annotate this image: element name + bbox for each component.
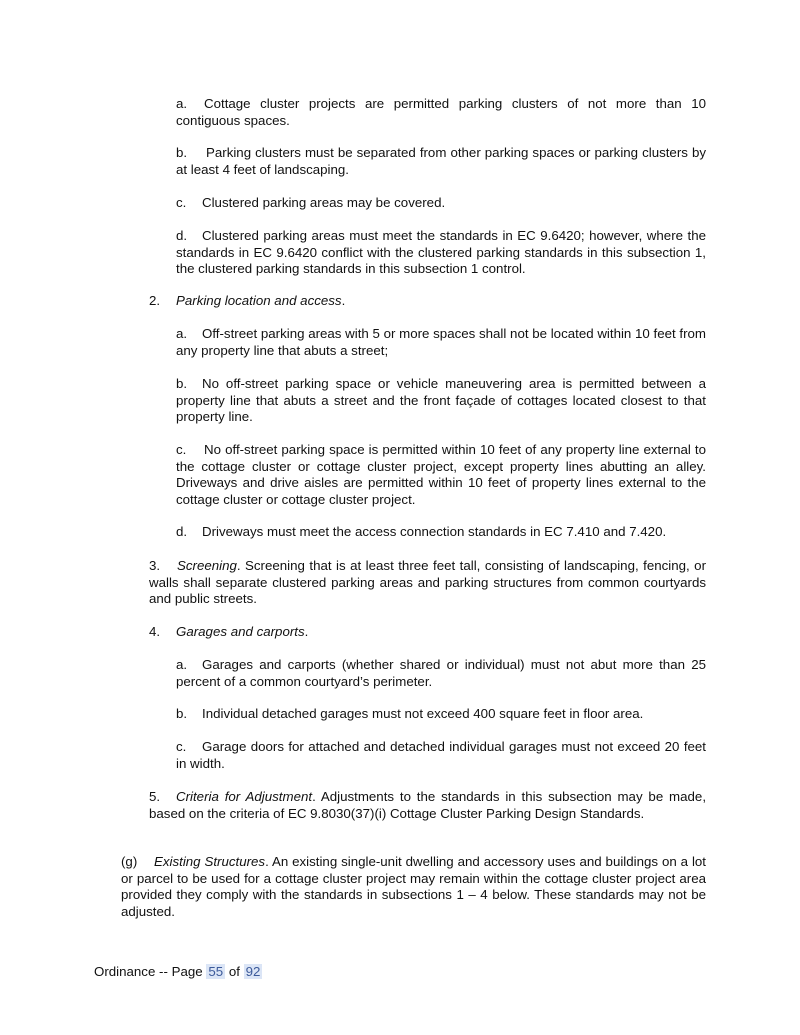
item-text: No off-street parking space is permitted within 10 feet of any property line external to the cottage cluster or cottage cluster project, except property lines abutting an alley. Driveways and drive aisles are permitted within 10 feet of property lines external to the cottage cluster or cottage cluster project. <box>176 442 706 507</box>
item-2a <box>176 326 706 359</box>
item-text: Garage doors for attached and detached individual garages must not exceed 20 feet in width. <box>176 739 706 771</box>
item-text: . Screening that is at least three feet tall, consisting of landscaping, fencing, or walls shall separate clustered parking areas and parking structures from common courtyards and public streets. <box>149 558 706 607</box>
item-heading: Existing Structures <box>154 854 266 869</box>
footer-label: Ordinance -- Page <box>94 964 203 979</box>
item-text: Off-street parking areas with 5 or more spaces shall not be located within 10 feet from any property line that abuts a street; <box>176 326 706 358</box>
item-number: b. <box>176 706 188 721</box>
item-number: 4. <box>149 624 161 639</box>
item-number: d. <box>176 228 188 243</box>
page-number-field: 55 <box>208 964 224 979</box>
item-text: . <box>341 293 346 308</box>
heading-4 <box>149 624 706 641</box>
item-heading: Parking location and access <box>176 293 342 308</box>
page-footer <box>94 964 262 981</box>
item-text: Individual detached garages must not exceed 400 square feet in floor area. <box>202 706 644 721</box>
item-1a <box>176 96 706 129</box>
item-1b <box>176 145 706 178</box>
item-number: b. <box>176 145 188 160</box>
item-number: a. <box>176 96 188 111</box>
item-text: . An existing single-unit dwelling and accessory uses and buildings on a lot or parcel to be used for a cottage cluster project may remain within the cottage cluster project area provided they comply with the standards in subsections 1 – 4 below. These standards may not be adjusted. <box>121 854 706 919</box>
item-text: . Adjustments to the standards in this subsection may be made, based on the criteria of EC 9.8030(37)(i) Cottage Cluster Parking Design Standards. <box>149 789 707 821</box>
item-text: . <box>304 624 309 639</box>
item-text: Garages and carports (whether shared or individual) must not abut more than 25 percent of a common courtyard’s perimeter. <box>176 657 706 689</box>
item-1c <box>176 195 706 212</box>
item-heading: Criteria for Adjustment <box>176 789 313 804</box>
item-text: Parking clusters must be separated from other parking spaces or parking clusters by at least 4 feet of landscaping. <box>176 145 706 177</box>
item-number: b. <box>176 376 188 391</box>
item-number: d. <box>176 524 188 539</box>
item-4a <box>176 657 706 690</box>
item-number: c. <box>176 739 187 754</box>
item-number: 5. <box>149 789 161 804</box>
item-number: (g) <box>121 854 138 869</box>
item-1d <box>176 228 706 278</box>
item-heading: Garages and carports <box>176 624 305 639</box>
item-number: c. <box>176 442 187 457</box>
page-total-field: 92 <box>245 964 261 979</box>
section-g <box>121 854 706 920</box>
item-text: Driveways must meet the access connection standards in EC 7.410 and 7.420. <box>202 524 667 539</box>
item-number: 3. <box>149 558 161 573</box>
item-text: Clustered parking areas must meet the standards in EC 9.6420; however, where the standards in EC 9.6420 conflict with the clustered parking standards in this subsection 1, the clustered parking standards in this subsection 1 control. <box>176 228 706 277</box>
item-2b <box>176 376 706 426</box>
item-text: Cottage cluster projects are permitted parking clusters of not more than 10 contiguous spaces. <box>176 96 706 128</box>
item-number: 2. <box>149 293 161 308</box>
heading-2 <box>149 293 706 310</box>
item-4b <box>176 706 706 723</box>
item-2d <box>176 524 706 541</box>
item-text: No off-street parking space or vehicle maneuvering area is permitted between a property line that abuts a street and the front façade of cottages located closest to that property line. <box>176 376 706 425</box>
item-text: Clustered parking areas may be covered. <box>202 195 446 210</box>
item-2c <box>176 442 706 508</box>
item-4c <box>176 739 706 772</box>
item-number: a. <box>176 657 188 672</box>
heading-5 <box>149 789 706 822</box>
item-number: c. <box>176 195 187 210</box>
heading-3 <box>149 558 706 608</box>
item-number: a. <box>176 326 188 341</box>
item-heading: Screening <box>177 558 237 573</box>
footer-of: of <box>228 964 240 979</box>
